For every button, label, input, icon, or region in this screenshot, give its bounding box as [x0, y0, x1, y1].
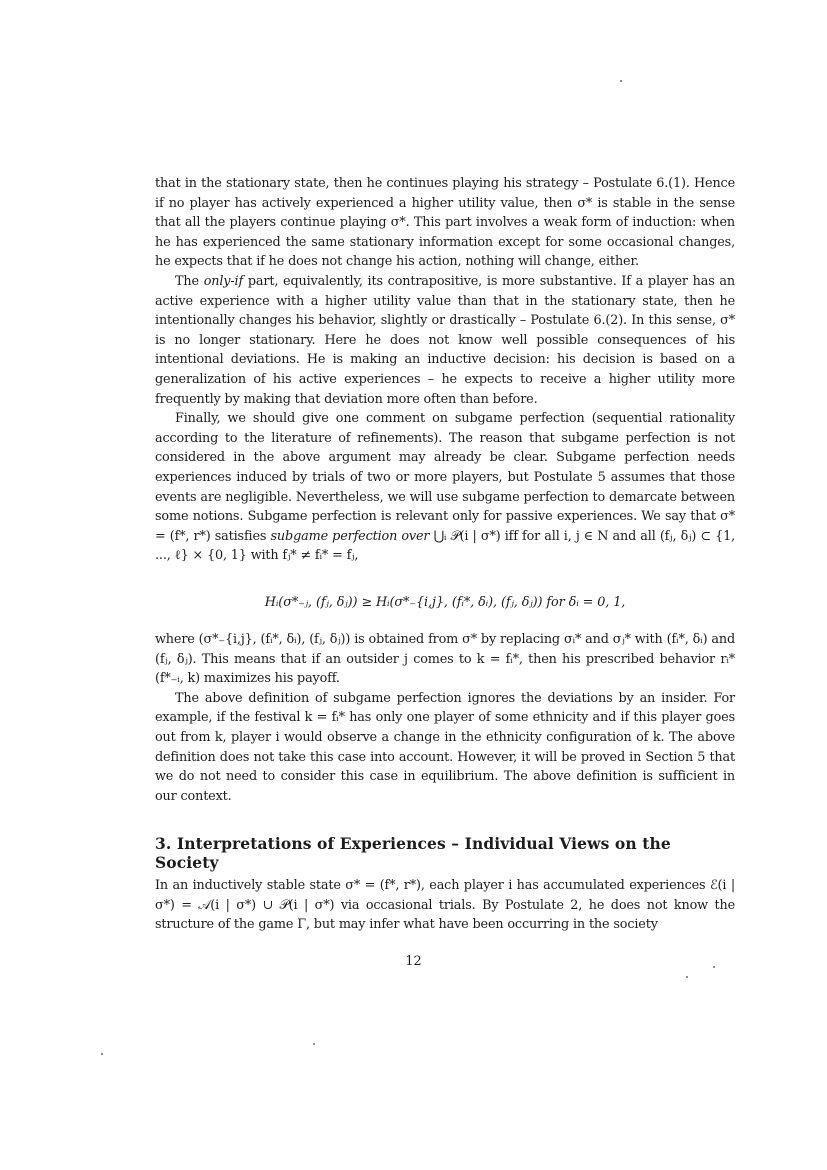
paragraph-formula-explanation: where (σ*₋{i,j}, (fᵢ*, δᵢ), (fⱼ, δⱼ)) is obtained from σ* by replacing σᵢ* and σⱼ* with (fᵢ*, δᵢ) and (fⱼ, δⱼ). This means that if an outsider j comes to k = fᵢ*, then his prescribed behavior rᵢ*(f*₋ᵢ, k) maximizes his payoff. — [155, 632, 735, 687]
subgame-condition: ⋃ᵢ 𝒫(i | σ*) iff for all i, j ∈ N and all (fⱼ, δⱼ) ⊂ {1, ..., ℓ} × {0, 1} with fⱼ* ≠ fᵢ* = fⱼ, — [155, 528, 735, 564]
section-heading: 3. Interpretations of Experiences – Individual Views on the Society — [155, 834, 671, 872]
only-if-emphasis: only-if — [203, 273, 244, 289]
scan-speck — [313, 1043, 315, 1045]
display-formula: Hᵢ(σ*₋ⱼ, (fⱼ, δⱼ)) ≥ Hᵢ(σ*₋{i,j}, (fᵢ*, δᵢ), (fⱼ, δⱼ)) for δᵢ = 0, 1, — [264, 595, 626, 610]
scan-speck — [101, 1053, 103, 1055]
paragraph-only-if — [155, 272, 735, 409]
scan-speck — [686, 976, 688, 978]
paragraph-interpretations: In an inductively stable state σ* = (f*, r*), each player i has accumulated experiences ℰ(i | σ*) = 𝒜(i | σ*) ∪ 𝒫(i | σ*) via occasional trials. By Postulate 2, he does not know the structure of the game Γ, but may infer what have been occurring in the society — [155, 878, 735, 933]
scan-speck — [713, 966, 715, 968]
paragraph-insider-deviation: The above definition of subgame perfection ignores the deviations by an insider. For example, if the festival k = fᵢ* has only one player of some ethnicity and if this player goes out from k, player i would observe a change in the ethnicity configuration of k. The above definition does not take this case into account. However, it will be proved in Section 5 that we do not need to consider this case in equilibrium. The above definition is sufficient in our context. — [155, 690, 735, 804]
scan-speck — [620, 80, 622, 82]
paragraph-subgame-perfection — [155, 409, 735, 566]
body-text-bottom — [155, 876, 735, 935]
page-number: 12 — [405, 954, 422, 969]
body-text-top — [155, 174, 735, 566]
subgame-lead: Finally, we should give one comment on subgame perfection (sequential rationality according to the literature of refinements). The reason that subgame perfection is not considered in the above argument may already be clear. Subgame perfection needs experiences induced by trials of two or more players, but Postulate 5 assumes that those events are negligible. Nevertheless, we will use subgame perfection to demarcate between some notions. Subgame perfection is relevant only for passive experiences. We say that σ* = (f*, r*) satisfies — [155, 411, 735, 544]
body-text-middle — [155, 630, 735, 806]
paragraph-stability-continuation: that in the stationary state, then he continues playing his strategy – Postulate 6.(1). Hence if no player has actively experienced a higher utility value, then σ* is stable in the sense that all the players continue playing σ*. This part involves a weak form of induction: when he has experienced the same stationary information except for some occasional changes, he expects that if he does not change his action, nothing will change, either. — [155, 176, 735, 270]
only-if-lead: The — [175, 273, 204, 289]
only-if-body: part, equivalently, its contrapositive, is more substantive. If a player has an active experience with a higher utility value than that in the stationary state, then he intentionally changes his behavior, slightly or drastically – Postulate 6.(2). In this sense, σ* is no longer stationary. Here he does not know well possible consequences of his intentional deviations. He is making an inductive decision: his decision is based on a generalization of his active experiences – he expects to receive a higher utility more frequently by making that deviation more often than before. — [155, 273, 735, 407]
subgame-emphasis: subgame perfection over — [270, 528, 430, 544]
